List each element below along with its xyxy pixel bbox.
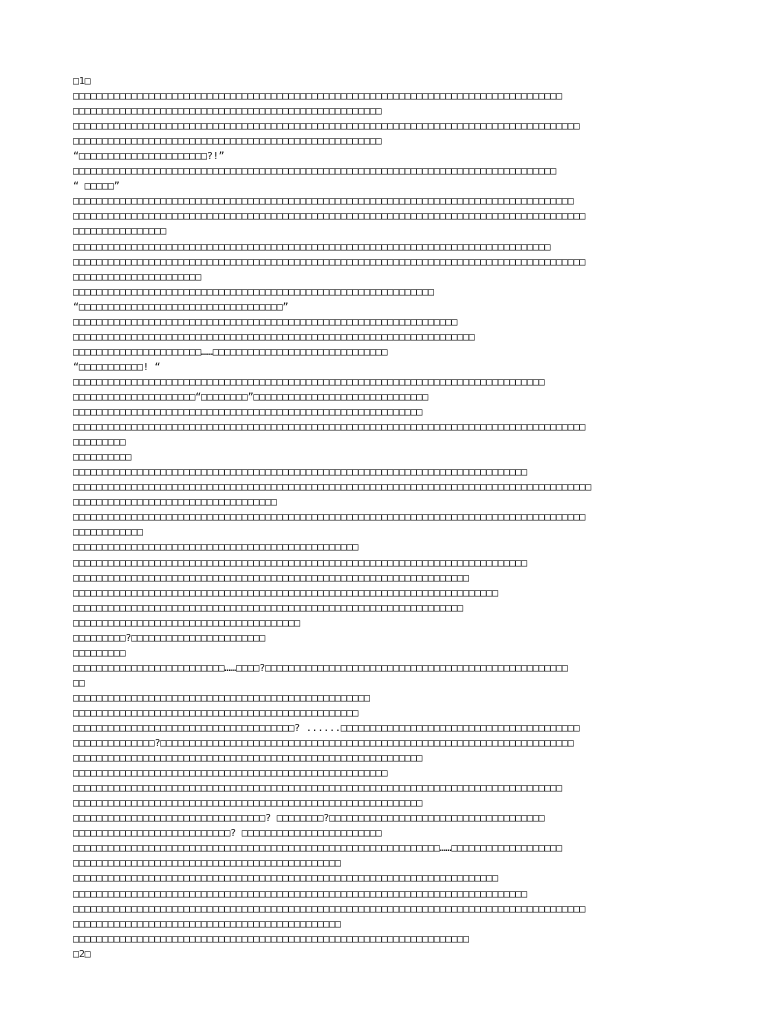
text-line: □□ (73, 677, 85, 689)
text-line: □□□□□□□□□□□□□□□□□□□□□□ (73, 271, 202, 283)
text-line: □□□□□□□□□□□□□□□□□□□□□□□□□□□□□□□□□□□□□□□□□□□□□□□□□□□□□□□□□□□□□□□□□□□□ (73, 572, 469, 584)
text-line: □□□□□□□□□□□□□□□□□□□□□□□□□□□□□□□□□□□□□□□□□□□□□□□□□□□□□□□□□□□□□□□□□□□□□□□□□□□□□□□□□□□□□□□□ (73, 256, 586, 268)
document-page (73, 74, 713, 962)
text-line: □□□□□□□□□□□□□□□□□□□□□□□□□□□□□□□□□□□□□□□□□□□□□□□□□□□□□□□□□□□□ (73, 753, 423, 765)
text-line: □□□□□□□□□□□□□□□□□□□□□□□□□□□□□□□□□□□□□□□□□□□□□□□□□□□□□□□□□□□□□□□□□□□□□□□□□□□□□□□□□□□□□□□□ (73, 512, 586, 524)
text-line: □□□□□□□□□□□□□□□□□□□□□□□□□□□□□□□□□□□□□□□□□□□□□□□□□□□□□□□□□□□□□□□□□□□□□□□□□□□□□□□□□□□ (73, 166, 557, 178)
text-line: □□□□□□□□□□□□□□□□□□□□□□□□□□□□□□□□□□□□□□□□□□□□□□□□□□□□□□□□□□□□□□□……□□□□□□□□□□□□□□□□□□□ (73, 843, 562, 855)
text-line: □□□□□□□□□□□□□□□□□□□□□□□□□□□□□□□□□□□ (73, 497, 277, 509)
text-line: “□□□□□□□□□□□□□□□□□□□□□□?!” (73, 151, 225, 163)
text-line: □□□□□□□□□□□□□□□□□□□□□□□□□□□□□□□□□□□□□□□□□□□□□□□□□□□□□□□□□□□□□□□□□□□□□□□□□□□□□□□□□□□□ (73, 783, 562, 795)
text-line: □□□□□□□□□□□□□□□□□□□□□□□□□□□□□□□□□□□□□□□□□□□□□□□□□□□□□□□□□□□□□□□□□□□□□□□□□□□□□□ (73, 557, 527, 569)
text-line: □□□□□□□□□□□□□□□□□□□□□□□□□□□□□□□□□□□□□□□□□□□□□□□□□□□□□□□□□□□□□□□□□□ (73, 316, 458, 328)
text-line: “□□□□□□□□□□□! “ (73, 361, 161, 373)
text-line: □□□□□□□□□?□□□□□□□□□□□□□□□□□□□□□□□ (73, 632, 266, 644)
chapter-heading: □2□ (73, 948, 91, 960)
text-line: □□□□□□□□□□□□□□□□□□□□□□□□□□□□□□□□□? □□□□□□□□?□□□□□□□□□□□□□□□□□□□□□□□□□□□□□□□□□□□□□ (73, 813, 545, 825)
text-line: □□□□□□□□□□□□□□□□□□□□□□□□□□□□□□□□□□□□□□□□□□□□□□□□□□□□□□□□□□□□□□□□□□□□□ (73, 331, 475, 343)
text-line: □□□□□□□□□□□□□□□□□□□□□□□□□□□□□□□□□□□□□□□□□□□□□□□□□□□□□□□□□□□□□□□□□□□□□□□□□□□□□□□□□□□□□□□□ (73, 422, 586, 434)
text-line: □□□□□□□□□□□□□□□□□□□□□□□□□□□□□□□□□□□□□□□□□□□□□□□□□□□□□□□□□□□□□□□□□□□□ (73, 933, 469, 945)
text-line: □□□□□□□□□□□□□□□□□□□□□□……□□□□□□□□□□□□□□□□□□□□□□□□□□□□□□ (73, 346, 388, 358)
text-line: □□□□□□□□□ (73, 437, 126, 449)
text-line: □□□□□□□□□□□□□□□□□□□□□□□□□□□□□□□□□□□□□□□□□□□□□□□□□□□□□□□□□□□□□□□□□□□□□□□□□ (73, 873, 498, 885)
chapter-heading: □1□ (73, 76, 91, 87)
text-line: □□□□□□□□□□□□□□□□□□□□□□□□□□□□□□□□□□□□□□□□□□□□□□□□□ (73, 542, 359, 554)
text-line: □□□□□□□□□□□□□□□□□□□□□□□□□□□? □□□□□□□□□□□□□□□□□□□□□□□□ (73, 828, 382, 840)
text-line: □□□□□□□□□□ (73, 452, 132, 464)
text-line: □□□□□□□□□□□□□□□□□□□□□□□□□□□□□□□□□□□□□□□□□□□□□□□□□□□□□□□□□□□□□□□□□□□□□□□□□□□□□□□□□□□□□□□ (73, 121, 580, 133)
text-line: □□□□□□□□□□□□□□□□□□□□□□□□□□□□□□□□□□□□□□□□□□□□□□□□□□□□□□□□□□□□ (73, 798, 423, 810)
text-line: □□□□□□□□□□□□□□□□□□□□□□□□□□□□□□□□□□□□□□□□□□□□□□□□□□□□□□□□□□□□□□□□□□□□□□□□□□□□□□ (73, 467, 527, 479)
text-line: □□□□□□□□□□□□□□□□□□□□□□□□□□□□□□□□□□□□□□? ......□□□□□□□□□□□□□□□□□□□□□□□□□□□□□□□□□□□□□□□□□ (73, 723, 580, 735)
text-line: □□□□□□□□□□□□ (73, 527, 143, 539)
text-line: □□□□□□□□□□□□□□□□□□□□□□□□□□□□□□□□□□□□□□□□□□□□□□□□□□□□□□□□□□□□□□□□□□□□□□□□□□□□□□□□□□ (73, 241, 551, 253)
text-line: □□□□□□□□□□□□□□□□□□□□□“□□□□□□□□”□□□□□□□□□□□□□□□□□□□□□□□□□□□□□□ (73, 391, 429, 403)
text-line: □□□□□□□□□□□□□□□□□□□□□□□□□□□□□□□□□□□□□□□□□□□□□□□□□□□□□ (73, 106, 382, 118)
text-line: □□□□□□□□□□□□□□□□□□□□□□□□□□□□□□□□□□□□□□□□□□□□□□□□□□□□□□□□□□□□□□□□□□□□□□□□□□□□□□□□□ (73, 376, 545, 388)
text-line: □□□□□□□□□□□□□□□□ (73, 226, 167, 238)
text-line: □□□□□□□□□□□□□□□□□□□□□□□□□□……□□□□?□□□□□□□□□□□□□□□□□□□□□□□□□□□□□□□□□□□□□□□□□□□□□□□□□□□□ (73, 662, 568, 674)
text-line: □□□□□□□□□□□□□□□□□□□□□□□□□□□□□□□□□□□□□□□□□□□□□□□□□□□□□□□□□□□□□□□□□□□□□□□□□□□□□□ (73, 888, 527, 900)
text-line: □□□□□□□□□ (73, 647, 126, 659)
text-line: □□□□□□□□□□□□□□□□□□□□□□□□□□□□□□□□□□□□□□□□□□□□□□ (73, 918, 341, 930)
text-line: □□□□□□□□□□□□□□□□□□□□□□□□□□□□□□□□□□□□□□□□□□□□□□□□□□□□□□□□□□□□□□□□□□□□□□□□□□□□□□□□□□□□□□□□□ (73, 482, 592, 494)
text-line: □□□□□□□□□□□□□□□□□□□□□□□□□□□□□□□□□□□□□□□□□□□□□□□□□□□□□□□□□□□□□□□□□□□□□□□□□□□□□□□□□□□□ (73, 91, 562, 103)
text-line: □□□□□□□□□□□□□□?□□□□□□□□□□□□□□□□□□□□□□□□□□□□□□□□□□□□□□□□□□□□□□□□□□□□□□□□□□□□□□□□□□□□□□□ (73, 738, 574, 750)
text-line: “ □□□□□” (73, 181, 120, 193)
text-line: □□□□□□□□□□□□□□□□□□□□□□□□□□□□□□□□□□□□□□□□□□□□□□□□□□□□□□□□□□□□□□□□□□□□□□□□□□□□□□□□□□□□□□ (73, 196, 574, 208)
text-line: “□□□□□□□□□□□□□□□□□□□□□□□□□□□□□□□□□□□” (73, 301, 289, 313)
text-line: □□□□□□□□□□□□□□□□□□□□□□□□□□□□□□□□□□□□□□□□□□□□□□□□□□□ (73, 692, 370, 704)
text-line: □□□□□□□□□□□□□□□□□□□□□□□□□□□□□□□□□□□□□□□□□□□□□□□□□□□□□□□□□□□□□□□□□□□□□□□□□□□□□□□□□□□□□□□□ (73, 211, 586, 223)
text-line: □□□□□□□□□□□□□□□□□□□□□□□□□□□□□□□□□□□□□□□□□□□□□□□□□ (73, 707, 359, 719)
text-line: □□□□□□□□□□□□□□□□□□□□□□□□□□□□□□□□□□□□□□□□□□□□□□□□□□□□□□□□□□□□□□□□□□□ (73, 602, 463, 614)
text-line: □□□□□□□□□□□□□□□□□□□□□□□□□□□□□□□□□□□□□□□□□□□□□□□□□□□□□□ (73, 768, 388, 780)
text-line: □□□□□□□□□□□□□□□□□□□□□□□□□□□□□□□□□□□□□□□□□□□□□□□□□□□□□□□□□□□□□□ (73, 286, 434, 298)
text-line: □□□□□□□□□□□□□□□□□□□□□□□□□□□□□□□□□□□□□□□□□□□□□□ (73, 858, 341, 870)
text-line: □□□□□□□□□□□□□□□□□□□□□□□□□□□□□□□□□□□□□□□□□□□□□□□□□□□□□□□□□□□□□□□□□□□□□□□□□□□□□□□□□□□□□□□□ (73, 903, 586, 915)
text-line: □□□□□□□□□□□□□□□□□□□□□□□□□□□□□□□□□□□□□□□□□□□□□□□□□□□□□□□□□□□□□□□□□□□□□□□□□ (73, 587, 498, 599)
text-line: □□□□□□□□□□□□□□□□□□□□□□□□□□□□□□□□□□□□□□□□□□□□□□□□□□□□□ (73, 136, 382, 148)
text-line: □□□□□□□□□□□□□□□□□□□□□□□□□□□□□□□□□□□□□□□ (73, 617, 300, 629)
text-line: □□□□□□□□□□□□□□□□□□□□□□□□□□□□□□□□□□□□□□□□□□□□□□□□□□□□□□□□□□□□ (73, 407, 423, 419)
